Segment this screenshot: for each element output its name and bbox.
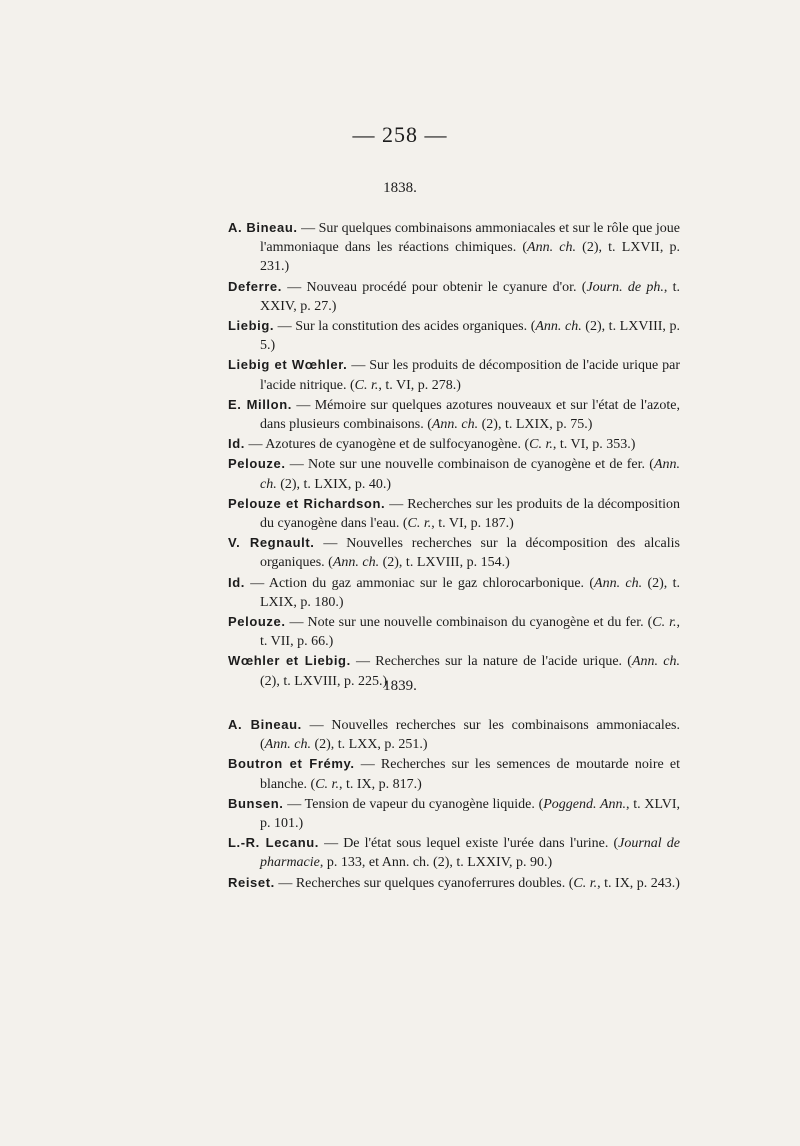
entry-text: — Sur les produits de décomposition de l'acide urique par l'acide nitrique. ( [260, 358, 680, 393]
bibliography-entry [228, 573, 680, 612]
bibliography-entry [228, 873, 680, 893]
bibliography-entry [228, 454, 680, 493]
entry-source: Ann. ch. [431, 417, 479, 433]
bibliography-entry [228, 833, 680, 872]
entry-citation: (2), t. LXVIII, p. 5.) [260, 319, 680, 354]
entry-text: — Recherches sur les produits de la décomposition du cyanogène dans l'eau. ( [260, 496, 681, 532]
entry-author: Wœhler et Liebig. [228, 653, 351, 669]
entry-source: C. r. [573, 875, 598, 891]
bibliography-entry [228, 218, 680, 277]
entry-source: Journal de pharmacie [260, 836, 680, 871]
entry-citation: , t. IX, p. 817.) [338, 776, 422, 792]
entry-author: Boutron et Frémy. [228, 756, 355, 772]
entry-citation: (2), t. LXIX, p. 75.) [478, 417, 593, 433]
entry-citation: (2), t. LXX, p. 251.) [310, 737, 428, 753]
entry-text: — Nouveau procédé pour obtenir le cyanure d'or. ( [281, 279, 587, 295]
entry-text: — Azotures de cyanogène et de sulfocyanogène. ( [244, 437, 530, 453]
bibliography-entry [228, 395, 680, 434]
entry-source: C. r. [529, 437, 553, 453]
entry-author: Pelouze et Richardson. [228, 495, 386, 511]
entry-source: Ann. ch. [631, 654, 680, 670]
bibliography-entry [228, 277, 680, 316]
year-heading-1839: 1839. [383, 678, 417, 694]
entry-citation: (2), t. LXVIII, p. 154.) [379, 555, 510, 571]
entry-author: Bunsen. [228, 795, 284, 811]
entry-source: C. r. [315, 776, 339, 792]
entry-text: — Recherches sur la nature de l'acide urique. ( [350, 654, 632, 670]
entry-citation: , t. XXIV, p. 27.) [260, 279, 680, 314]
entry-author: Reiset. [228, 874, 275, 890]
entry-author: Pelouze. [228, 456, 286, 472]
entry-text: — Mémoire sur quelques azotures nouveaux et sur l'état de l'azote, dans plusieurs combinaisons. ( [260, 397, 680, 433]
entry-text: — Note sur une nouvelle combinaison du cyanogène et du fer. ( [285, 615, 653, 631]
entry-citation: , t. IX, p. 243.) [597, 875, 680, 891]
page-number: — 258 — [352, 122, 448, 147]
entry-source: Journ. de ph. [586, 279, 664, 295]
entry-citation: (2), t. LXIX, p. 180.) [260, 575, 681, 610]
entry-text: — Recherches sur les semences de moutarde noire et blanche. ( [260, 757, 680, 792]
bibliography-entry [228, 434, 680, 454]
entry-author: Liebig et Wœhler. [228, 357, 348, 373]
bibliography-entry [228, 316, 680, 355]
entry-source: Poggend. Ann. [543, 796, 627, 812]
entry-text: — Nouvelles recherches sur les combinaisons ammoniacales. ( [260, 718, 680, 753]
bibliography-list-1839 [228, 715, 680, 893]
entry-citation: (2), t. LXVII, p. 231.) [260, 240, 681, 275]
entry-author: L.-R. Lecanu. [228, 835, 320, 851]
bibliography-entry [228, 794, 680, 833]
bibliography-entry [228, 355, 680, 394]
entry-source: C. r. [407, 516, 432, 532]
bibliography-entry [228, 612, 680, 651]
entry-text: — Nouvelles recherches sur la décomposition des alcalis organiques. ( [260, 536, 680, 571]
entry-citation: , t. VI, p. 353.) [552, 437, 636, 453]
bibliography-entry [228, 494, 680, 533]
entry-citation: , t. VII, p. 66.) [260, 615, 680, 650]
entry-text: — De l'état sous lequel existe l'urée dans l'urine. ( [319, 836, 619, 852]
entry-author: Id. [228, 574, 245, 590]
entry-author: Pelouze. [228, 614, 286, 630]
entry-author: A. Bineau. [228, 220, 298, 235]
entry-source: C. r. [354, 377, 379, 393]
entry-author: Liebig. [228, 318, 275, 334]
entry-source: Ann. ch. [527, 240, 576, 256]
entry-text: — Sur la constitution des acides organiques. ( [274, 319, 536, 335]
entry-source: Ann. ch. [535, 319, 582, 335]
entry-author: Deferre. [228, 278, 282, 294]
entry-citation: (2), t. LXVIII, p. 225.) [260, 673, 388, 689]
entry-text: — Action du gaz ammoniac sur le gaz chlorocarbonique. ( [244, 575, 595, 591]
bibliography-list-1838 [228, 218, 680, 691]
entry-citation: (2), t. LXIX, p. 40.) [276, 476, 392, 492]
entry-text: — Recherches sur quelques cyanoferrures doubles. ( [274, 875, 574, 891]
entry-author: E. Millon. [228, 396, 292, 412]
entry-text: — Tension de vapeur du cyanogène liquide. ( [283, 796, 544, 812]
entry-author: V. Regnault. [228, 535, 315, 551]
entry-source: Ann. ch. [264, 737, 311, 753]
bibliography-entry [228, 533, 680, 572]
entry-author: A. Bineau. [228, 717, 302, 732]
entry-text: — Sur quelques combinaisons ammoniacales et sur le rôle que joue l'ammoniaque dans les réactions chimiques. ( [260, 221, 680, 256]
entry-citation: , t. VI, p. 187.) [431, 516, 514, 532]
entry-citation: , t. VI, p. 278.) [378, 377, 461, 393]
bibliography-entry [228, 754, 680, 793]
entry-source: Ann. ch. [260, 457, 680, 492]
entry-source: Ann. ch. [332, 555, 380, 571]
entry-text: — Note sur une nouvelle combinaison de cyanogène et de fer. ( [285, 457, 654, 473]
bibliography-entry [228, 715, 680, 754]
entry-citation: , t. XLVI, p. 101.) [260, 796, 680, 832]
year-heading-1838: 1838. [383, 180, 417, 196]
entry-source: C. r. [652, 615, 677, 631]
entry-citation: , p. 133, et Ann. ch. (2), t. LXXIV, p. 90.) [319, 855, 553, 871]
entry-source: Ann. ch. [594, 575, 643, 591]
entry-author: Id. [228, 436, 245, 452]
